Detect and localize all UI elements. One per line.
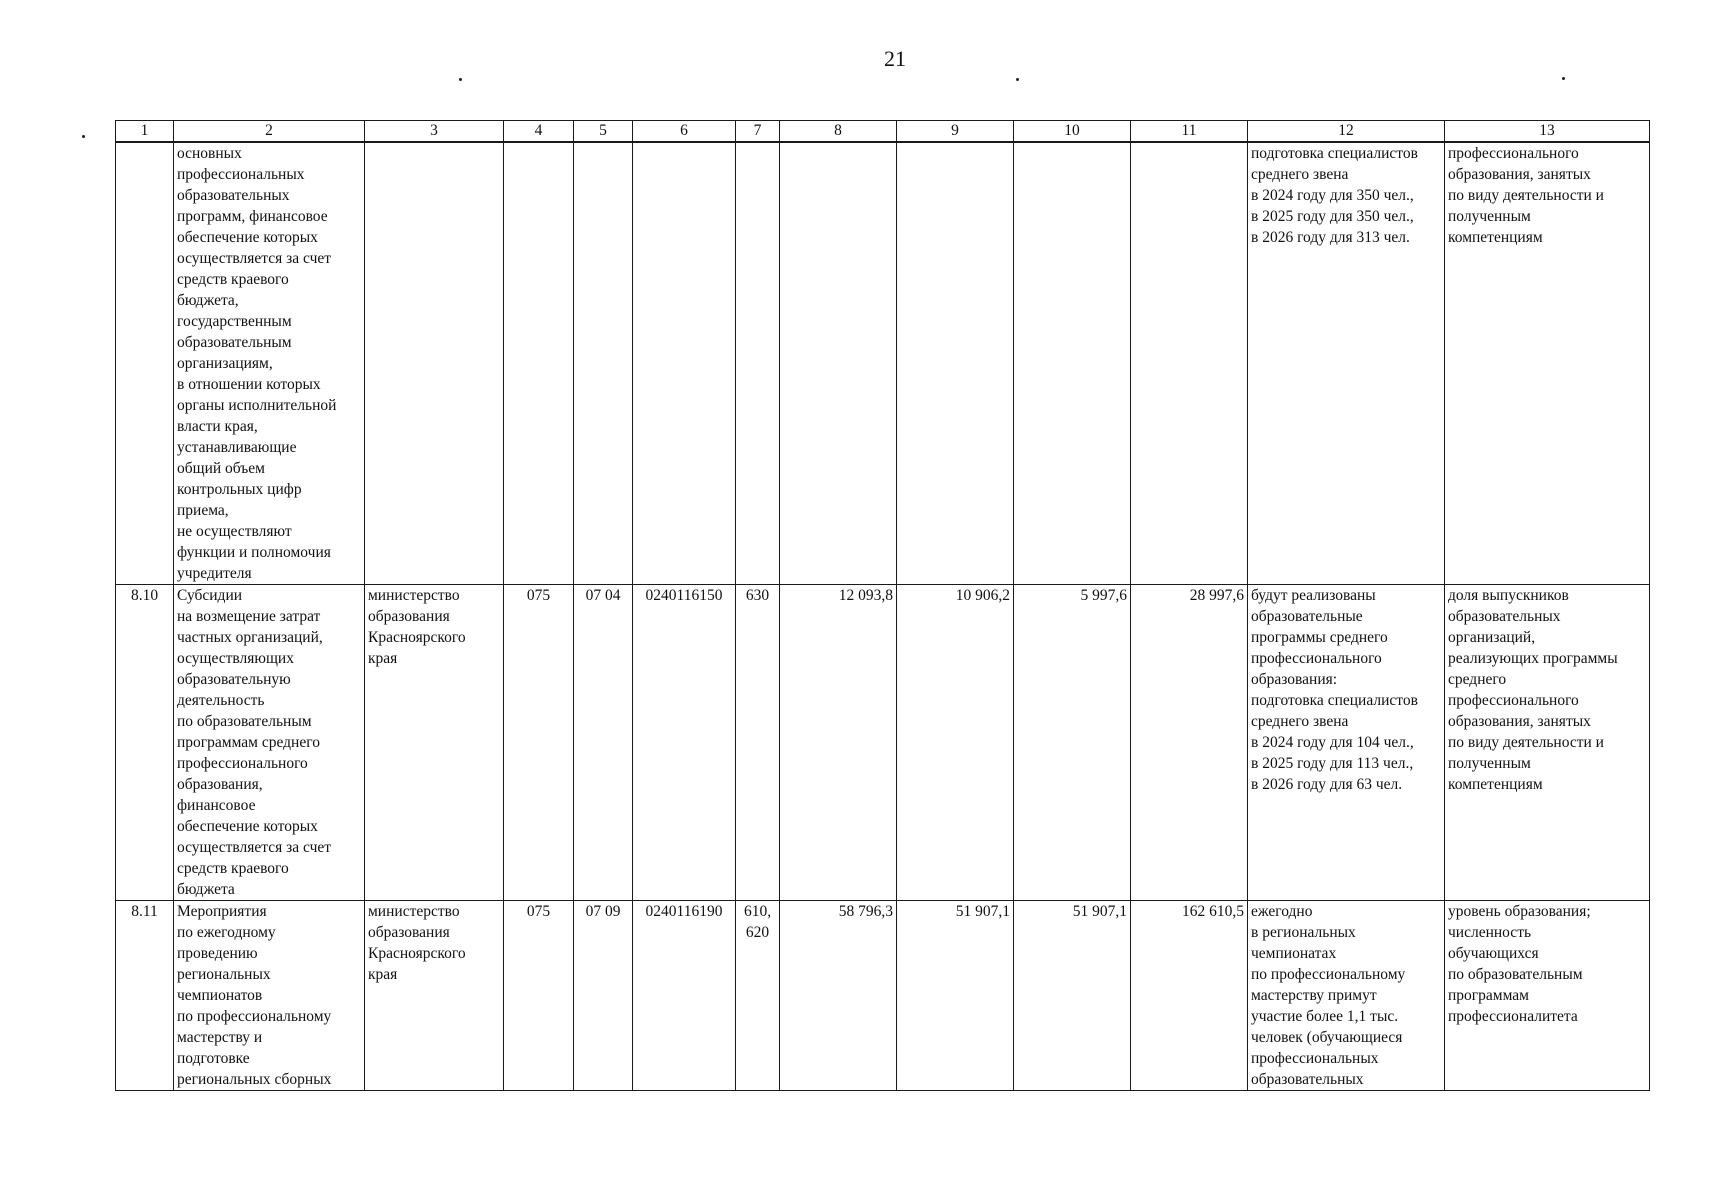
column-number-row xyxy=(116,121,1650,143)
amount-2024: 58 796,3 xyxy=(780,901,897,1091)
row-number: 8.11 xyxy=(116,901,174,1091)
table-row-8-10 xyxy=(116,585,1650,901)
column-header-9: 9 xyxy=(897,121,1014,143)
vr-code xyxy=(736,142,780,585)
amount-2025: 10 906,2 xyxy=(897,585,1014,901)
amount-total: 162 610,5 xyxy=(1131,901,1248,1091)
measure-name: Субсидии на возмещение затрат частных организаций, осуществляющих образовательную деятельность по образовательным программам среднего профессионального образования, финансовое обеспечение которых осуществляется за счет средств краевого бюджета xyxy=(174,585,365,901)
vr-code: 610, 620 xyxy=(736,901,780,1091)
column-header-1: 1 xyxy=(116,121,174,143)
expected-result: будут реализованы образовательные программы среднего профессионального образования: подготовка специалистов среднего звена в 2024 году для 104 чел., в 2025 году для 113 чел., в 2026 году для 63 чел. xyxy=(1248,585,1445,901)
column-header-4: 4 xyxy=(504,121,574,143)
amount-total xyxy=(1131,142,1248,585)
executor xyxy=(365,142,504,585)
column-header-3: 3 xyxy=(365,121,504,143)
executor: министерство образования Красноярского края xyxy=(365,901,504,1091)
amount-2024: 12 093,8 xyxy=(780,585,897,901)
scan-speck xyxy=(459,78,462,81)
scan-speck xyxy=(82,135,85,138)
amount-2026: 51 907,1 xyxy=(1014,901,1131,1091)
scan-speck xyxy=(1562,77,1565,80)
column-header-2: 2 xyxy=(174,121,365,143)
column-header-13: 13 xyxy=(1445,121,1650,143)
column-header-10: 10 xyxy=(1014,121,1131,143)
impact-indicator: профессионального образования, занятых по виду деятельности и полученным компетенциям xyxy=(1445,142,1650,585)
rzpr-code: 07 09 xyxy=(574,901,633,1091)
amount-2025 xyxy=(897,142,1014,585)
rzpr-code xyxy=(574,142,633,585)
grbs-code: 075 xyxy=(504,901,574,1091)
expected-result: ежегодно в региональных чемпионатах по профессиональному мастерству примут участие более 1,1 тыс. человек (обучающиеся профессиональных образовательных xyxy=(1248,901,1445,1091)
page-number: 21 xyxy=(884,46,906,71)
vr-code: 630 xyxy=(736,585,780,901)
grbs-code: 075 xyxy=(504,585,574,901)
amount-2025: 51 907,1 xyxy=(897,901,1014,1091)
amount-total: 28 997,6 xyxy=(1131,585,1248,901)
csr-code: 0240116190 xyxy=(633,901,736,1091)
impact-indicator: уровень образования; численность обучающихся по образовательным программам профессионалитета xyxy=(1445,901,1650,1091)
column-header-12: 12 xyxy=(1248,121,1445,143)
csr-code xyxy=(633,142,736,585)
amount-2024 xyxy=(780,142,897,585)
measure-name: Мероприятия по ежегодному проведению региональных чемпионатов по профессиональному мастерству и подготовке региональных сборных xyxy=(174,901,365,1091)
grbs-code xyxy=(504,142,574,585)
measure-name: основных профессиональных образовательных программ, финансовое обеспечение которых осуществляется за счет средств краевого бюджета, государственным образовательным организациям, в отношении которых органы исполнительной власти края, устанавливающие общий объем контрольных цифр приема, не осуществляют функции и полномочия учредителя xyxy=(174,142,365,585)
rzpr-code: 07 04 xyxy=(574,585,633,901)
column-header-6: 6 xyxy=(633,121,736,143)
scan-speck xyxy=(1016,78,1019,81)
impact-indicator: доля выпускников образовательных организаций, реализующих программы среднего профессионального образования, занятых по виду деятельности и полученным компетенциям xyxy=(1445,585,1650,901)
amount-2026: 5 997,6 xyxy=(1014,585,1131,901)
column-header-8: 8 xyxy=(780,121,897,143)
column-header-5: 5 xyxy=(574,121,633,143)
row-number xyxy=(116,142,174,585)
column-header-11: 11 xyxy=(1131,121,1248,143)
column-header-7: 7 xyxy=(736,121,780,143)
expected-result: подготовка специалистов среднего звена в 2024 году для 350 чел., в 2025 году для 350 чел., в 2026 году для 313 чел. xyxy=(1248,142,1445,585)
executor: министерство образования Красноярского края xyxy=(365,585,504,901)
budget-measures-table xyxy=(115,120,1650,1091)
amount-2026 xyxy=(1014,142,1131,585)
table-row-8-11 xyxy=(116,901,1650,1091)
row-number: 8.10 xyxy=(116,585,174,901)
table-row-continuation xyxy=(116,142,1650,585)
csr-code: 0240116150 xyxy=(633,585,736,901)
